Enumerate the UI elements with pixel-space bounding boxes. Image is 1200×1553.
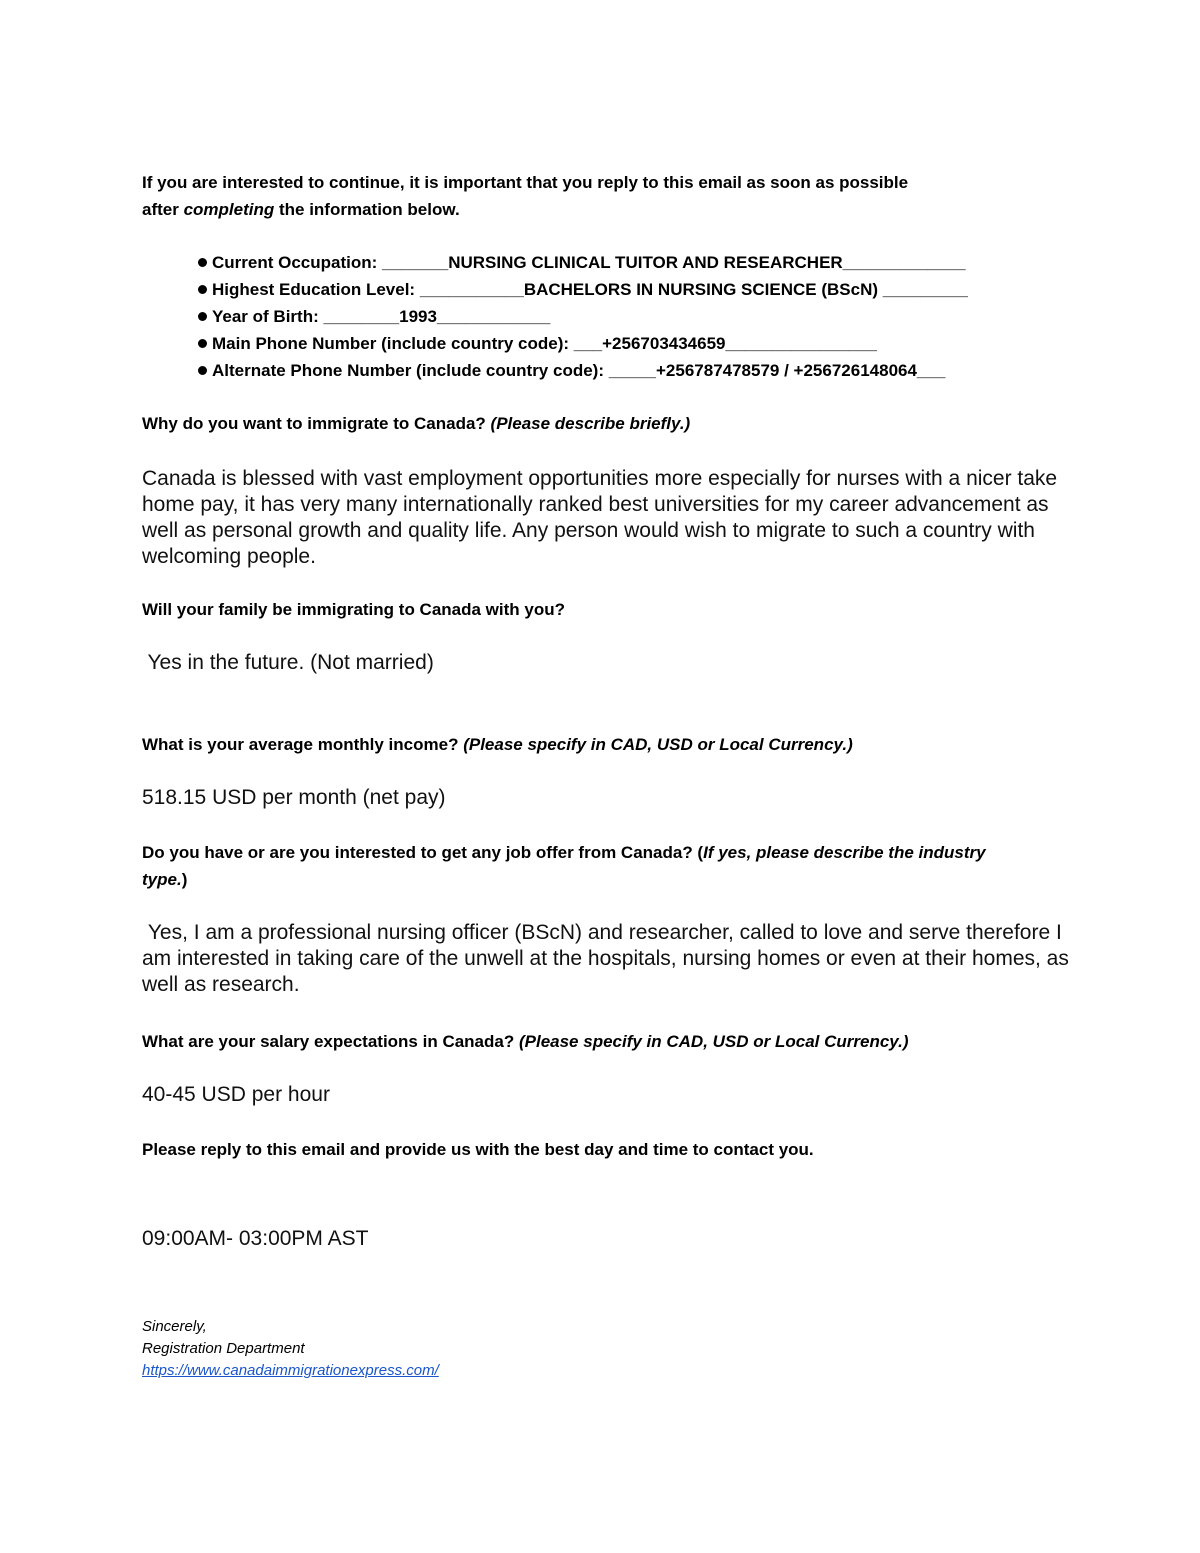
bullet-icon: [198, 285, 207, 294]
question-monthly-income: [142, 731, 1062, 758]
field-alternate-phone: [196, 357, 968, 384]
signature-block: [142, 1316, 439, 1382]
bullet-icon: [198, 366, 207, 375]
question-text: Do you have or are you interested to get any job offer from Canada? (: [142, 843, 704, 862]
question-hint: (Please specify in CAD, USD or Local Currency.): [518, 1032, 909, 1051]
answer-job-offer: Yes, I am a professional nursing officer (BScN) and researcher, called to love and serve therefore I am interested in taking care of the unwell at the hospitals, nursing homes or even at their homes, as well as research.: [142, 921, 1075, 996]
question-hint: (Please describe briefly.): [490, 414, 691, 433]
question-hint: If yes, please describe the industry type.: [142, 843, 986, 889]
intro-paragraph: [142, 169, 1062, 223]
signature-closing: Sincerely,: [142, 1318, 207, 1335]
field-value: ________1993____________: [318, 307, 551, 326]
info-field-list: [196, 249, 968, 384]
field-label: Alternate Phone Number (include country code):: [212, 361, 604, 380]
question-job-offer: [142, 839, 1022, 893]
website-link[interactable]: https://www.canadaimmigrationexpress.com/: [142, 1362, 439, 1379]
field-year-of-birth: [196, 303, 968, 330]
question-contact-time: [142, 1136, 1062, 1163]
intro-line-2-prefix: after: [142, 200, 184, 219]
answer-monthly-income: 518.15 USD per month (net pay): [142, 786, 446, 809]
bullet-icon: [198, 258, 207, 267]
field-label: Year of Birth:: [212, 307, 319, 326]
question-text: Why do you want to immigrate to Canada?: [142, 414, 491, 433]
question-text: Will your family be immigrating to Canada with you?: [142, 600, 565, 619]
field-value: _____+256787478579 / +256726148064___: [604, 361, 946, 380]
answer-family: Yes in the future. (Not married): [142, 651, 434, 674]
question-text: Please reply to this email and provide us with the best day and time to contact you.: [142, 1140, 814, 1159]
field-label: Main Phone Number (include country code):: [212, 334, 570, 353]
question-immigrate-reason: [142, 410, 1062, 437]
field-label: Highest Education Level:: [212, 280, 416, 299]
intro-line-2-italic: completing: [183, 200, 275, 219]
field-current-occupation: [196, 249, 968, 276]
field-value: _______NURSING CLINICAL TUITOR AND RESEARCHER_____________: [377, 253, 966, 272]
intro-line-2-suffix: the information below.: [274, 200, 460, 219]
question-family: [142, 596, 1062, 623]
bullet-icon: [198, 339, 207, 348]
field-main-phone: [196, 330, 968, 357]
intro-line-1: If you are interested to continue, it is important that you reply to this email as soon as possible: [142, 173, 909, 192]
field-highest-education: [196, 276, 968, 303]
question-text: What is your average monthly income?: [142, 735, 464, 754]
bullet-icon: [198, 312, 207, 321]
question-text: What are your salary expectations in Canada?: [142, 1032, 519, 1051]
signature-department: Registration Department: [142, 1340, 305, 1357]
answer-salary-expectations: 40-45 USD per hour: [142, 1083, 330, 1106]
field-value: ___+256703434659________________: [569, 334, 877, 353]
question-salary-expectations: [142, 1028, 1062, 1055]
question-close: ): [181, 870, 188, 889]
field-value: ___________BACHELORS IN NURSING SCIENCE (BScN) _________: [415, 280, 968, 299]
answer-contact-time: 09:00AM- 03:00PM AST: [142, 1227, 369, 1250]
answer-immigrate-reason: Canada is blessed with vast employment opportunities more especially for nurses with a nicer take home pay, it has very many internationally ranked best universities for my career advancement as well as personal growth and quality life. Any person would wish to migrate to such a country with welcoming people.: [142, 467, 1058, 568]
question-hint: (Please specify in CAD, USD or Local Currency.): [463, 735, 853, 754]
field-label: Current Occupation:: [212, 253, 378, 272]
